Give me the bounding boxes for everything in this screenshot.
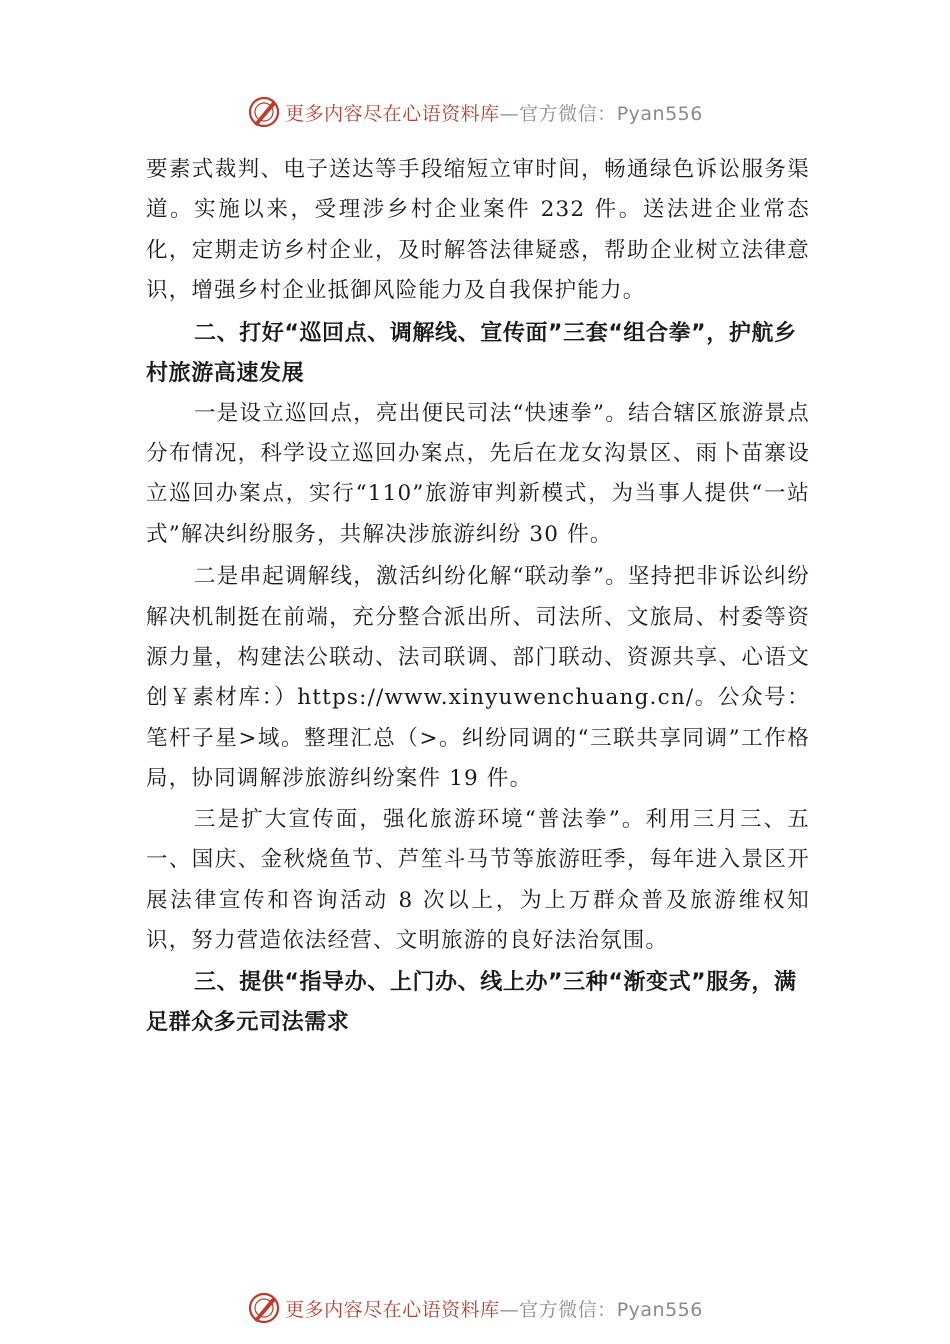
- pen-logo-icon: [247, 95, 281, 129]
- section-heading-2: 二、打好“巡回点、调解线、宣传面”三套“组合拳”，护航乡村旅游高速发展: [146, 320, 797, 386]
- banner-wechat-label: —官方微信：: [499, 1298, 617, 1321]
- banner-wechat-label: —官方微信：: [499, 102, 617, 125]
- footer-banner-text: [285, 1295, 703, 1322]
- banner-wechat-id: Pyan556: [616, 102, 703, 125]
- banner-brand-text: 更多内容尽在心语资料库: [285, 102, 500, 125]
- paragraph-tour-circuit: 一是设立巡回点，亮出便民司法“快速拳”。结合辖区旅游景点分布情况，科学设立巡回办案点，先后在龙女沟景区、雨卜苗寨设立巡回办案点，实行“110”旅游审判新模式，为当事人提供“一站式”解决纠纷服务，共解决涉旅游纠纷 30 件。: [146, 400, 810, 547]
- pen-logo-icon: [247, 1291, 281, 1325]
- header-banner: [0, 92, 950, 132]
- paragraph-intro: 要素式裁判、电子送达等手段缩短立审时间，畅通绿色诉讼服务渠道。实施以来，受理涉乡村企业案件 232 件。送法进企业常态化，定期走访乡村企业，及时解答法律疑惑，帮助企业树立法律意识，增强乡村企业抵御风险能力及自我保护能力。: [146, 157, 810, 304]
- section-heading-3: 三、提供“指导办、上门办、线上办”三种“渐变式”服务，满足群众多元司法需求: [146, 970, 797, 1036]
- document-body: [146, 150, 810, 1043]
- paragraph-mediation: 二是串起调解线，激活纠纷化解“联动拳”。坚持把非诉讼纠纷解决机制挺在前端，充分整合派出所、司法所、文旅局、村委等资源力量，构建法公联动、法司联调、部门联动、资源共享、心语文创￥素材库：）https://www.xinyuwenchuang.cn/。公众号：笔杆子星>域。整理汇总（>。纠纷同调的“三联共享同调”工作格局，协同调解涉旅游纠纷案件 19 件。: [146, 564, 810, 792]
- footer-banner: [0, 1288, 950, 1328]
- header-banner-text: [285, 99, 703, 126]
- banner-brand-text: 更多内容尽在心语资料库: [285, 1298, 500, 1321]
- paragraph-publicity: 三是扩大宣传面，强化旅游环境“普法拳”。利用三月三、五一、国庆、金秋烧鱼节、芦笙斗马节等旅游旺季，每年进入景区开展法律宣传和咨询活动 8 次以上，为上万群众普及旅游维权知识，努力营造依法经营、文明旅游的良好法治氛围。: [146, 806, 810, 953]
- banner-wechat-id: Pyan556: [616, 1298, 703, 1321]
